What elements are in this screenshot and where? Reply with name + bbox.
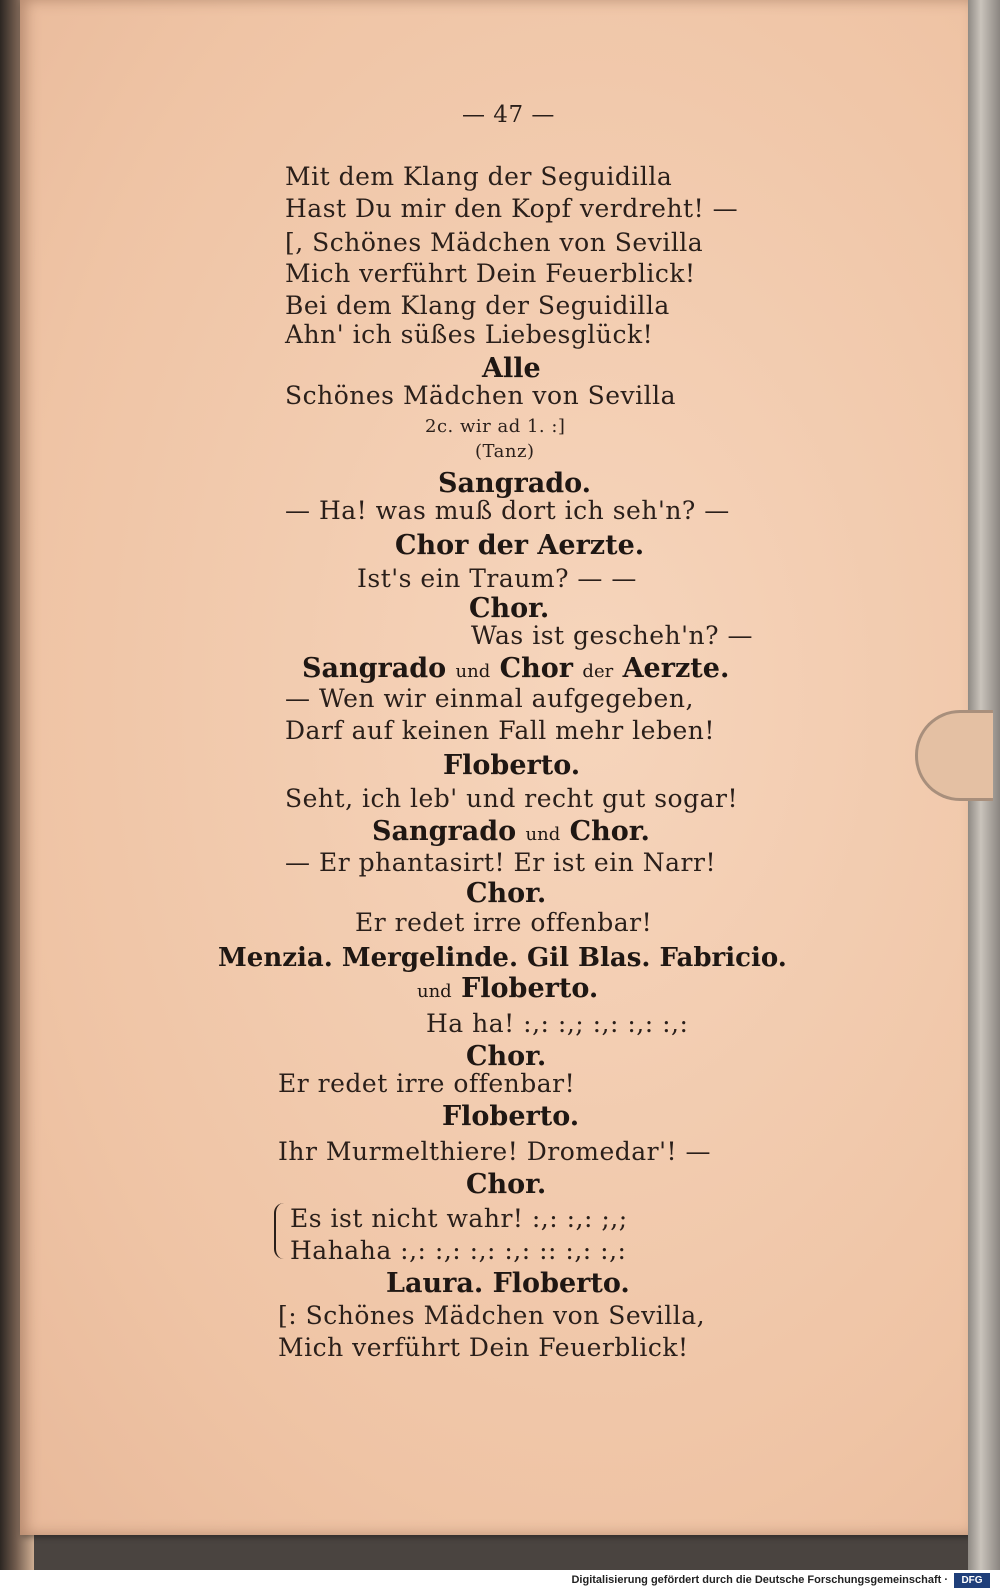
speaker-heading [372, 818, 650, 845]
verse-line: Bei dem Klang der Seguidilla [285, 291, 670, 320]
page-number: — 47 — [462, 102, 555, 128]
verse-line: — Ha! was muß dort ich seh'n? — [285, 496, 730, 525]
conjunction: und [525, 824, 561, 845]
conjunction: und [455, 661, 491, 682]
stage-direction: (Tanz) [475, 441, 535, 462]
verse-line: Mit dem Klang der Seguidilla [285, 162, 673, 191]
dfg-logo: DFG [954, 1573, 990, 1588]
speaker-name: Aerzte. [622, 653, 730, 684]
verse-line: Was ist gescheh'n? — [471, 621, 753, 650]
verse-line: Seht, ich leb' und recht gut sogar! [285, 784, 738, 813]
speaker-heading [302, 655, 729, 682]
article: der [582, 661, 614, 682]
verse-line: Mich verführt Dein Feuerblick! [278, 1333, 689, 1362]
verse-line: [: Schönes Mädchen von Sevilla, [278, 1301, 706, 1330]
speaker-heading: Floberto. [442, 1101, 580, 1132]
speaker-heading: Chor der Aerzte. [395, 530, 645, 561]
verse-line: — Wen wir einmal aufgegeben, [285, 684, 694, 713]
verse-line: [, Schönes Mädchen von Sevilla [285, 228, 704, 257]
speaker-name: Chor [499, 653, 574, 684]
verse-line: Mich verführt Dein Feuerblick! [285, 259, 696, 288]
footer-credit: Digitalisierung gefördert durch die Deutsche Forschungsgemeinschaft · [571, 1574, 948, 1586]
verse-line: Er redet irre offenbar! [278, 1069, 576, 1098]
speaker-heading: Chor. [466, 878, 547, 909]
verse-line: Hahaha :,: :,: :,: :,: :: :,: :,: [290, 1236, 627, 1265]
verse-line: Schönes Mädchen von Sevilla [285, 381, 677, 410]
conjunction: und [417, 981, 452, 1002]
verse-line: Ha ha! :,: :,; :,: :,: :,: [426, 1009, 689, 1038]
speaker-heading: Alle [482, 353, 541, 384]
speaker-name: Sangrado [372, 816, 517, 847]
speaker-name: Chor. [569, 816, 650, 847]
verse-line: Ihr Murmelthiere! Dromedar'! — [278, 1137, 711, 1166]
speaker-heading: Floberto. [443, 750, 581, 781]
verse-line: Es ist nicht wahr! :,: :,: ;,; [290, 1204, 628, 1233]
verse-line: Er redet irre offenbar! [355, 908, 653, 937]
footer-bar [0, 1570, 1000, 1592]
verse-line: Ist's ein Traum? — — [357, 564, 637, 593]
brace-bracket [274, 1203, 286, 1259]
verse-line: Hast Du mir den Kopf verdreht! — [285, 194, 739, 223]
speaker-heading: Chor. [469, 593, 550, 624]
speaker-heading [417, 975, 598, 1002]
speaker-heading: Chor. [466, 1169, 547, 1200]
speaker-heading: Chor. [466, 1041, 547, 1072]
speaker-name: Sangrado [302, 653, 447, 684]
verse-line: — Er phantasirt! Er ist ein Narr! [285, 848, 717, 877]
speaker-heading: Laura. Floberto. [386, 1268, 630, 1299]
speaker-heading: Sangrado. [438, 468, 592, 499]
verse-line: Darf auf keinen Fall mehr leben! [285, 716, 715, 745]
verse-line: Ahn' ich süßes Liebesglück! [285, 320, 654, 349]
speaker-name: Floberto. [461, 973, 599, 1004]
speaker-heading: Menzia. Mergelinde. Gil Blas. Fabricio. [218, 943, 787, 973]
stage-note: 2c. wir ad 1. :] [425, 416, 566, 437]
